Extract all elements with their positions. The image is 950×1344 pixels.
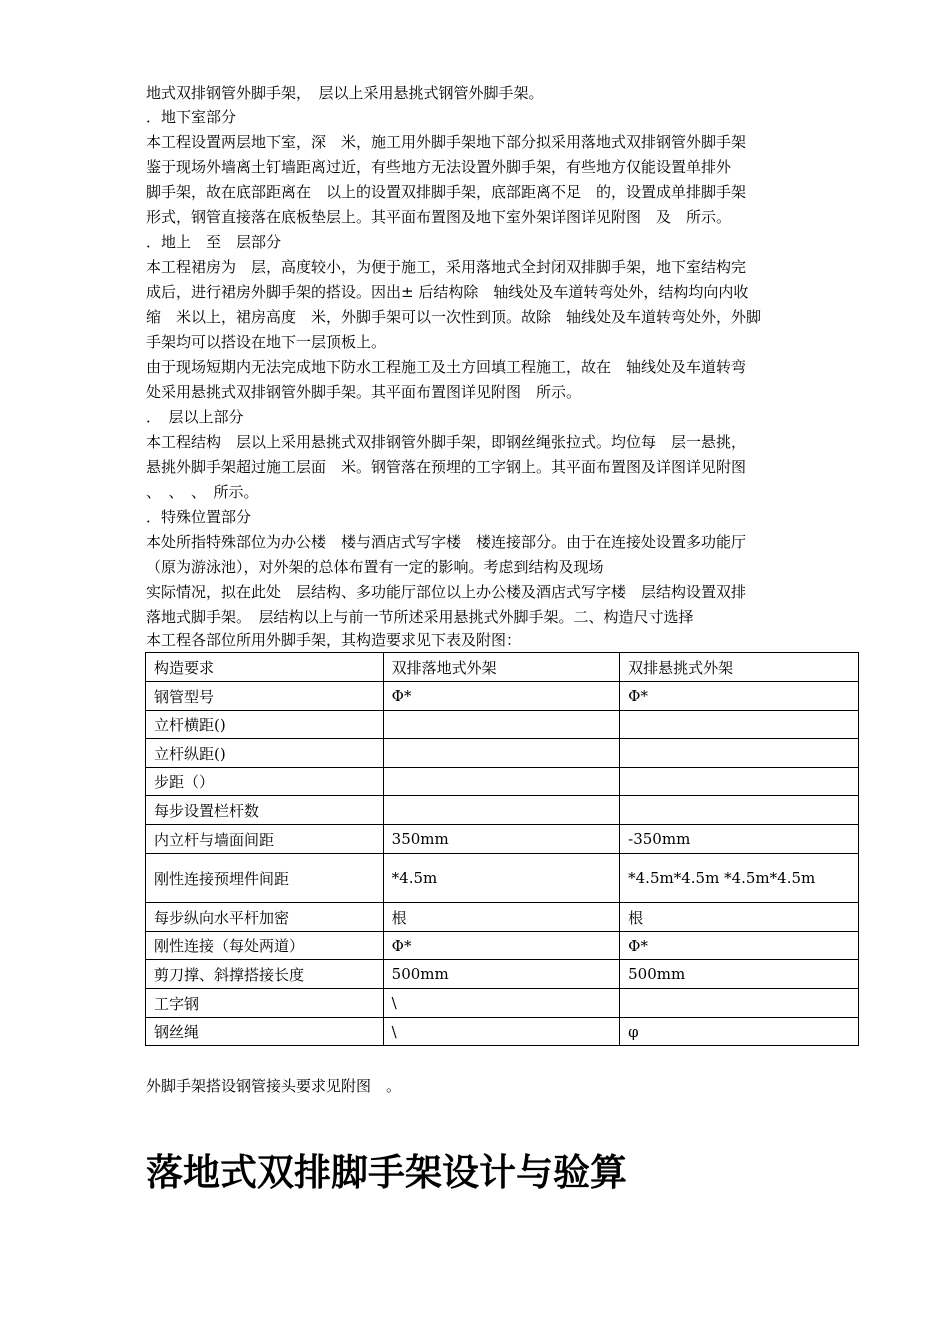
table-cell: 每步设置栏杆数 bbox=[146, 796, 384, 825]
table-cell bbox=[620, 768, 859, 796]
table-cell bbox=[620, 739, 859, 768]
table-row bbox=[146, 796, 859, 825]
text-line: 形式，钢管直接落在底板垫层上。其平面布置图及地下室外架详图详见附图 及 所示。 bbox=[146, 208, 732, 226]
text-line: 缩 米以上，裙房高度 米，外脚手架可以一次性到顶。故除 轴线处及车道转弯处外，外脚 bbox=[146, 308, 762, 326]
table-cell: φ bbox=[620, 1018, 859, 1046]
after-table-note: 外脚手架搭设钢管接头要求见附图 。 bbox=[146, 1077, 402, 1095]
text-line: （原为游泳池），对外架的总体布置有一定的影响。考虑到结构及现场 bbox=[146, 558, 604, 576]
table-cell: 350mm bbox=[383, 825, 619, 854]
table-cell bbox=[620, 989, 859, 1018]
text-line: 本工程裙房为 层，高度较小，为便于施工，采用落地式全封闭双排脚手架，地下室结构完 bbox=[146, 258, 747, 276]
table-cell: 内立杆与墙面间距 bbox=[146, 825, 384, 854]
text-line: ． 层以上部分 bbox=[146, 408, 244, 426]
table-row bbox=[146, 711, 859, 739]
text-line: ．地下室部分 bbox=[146, 108, 237, 126]
table-cell: Φ* bbox=[620, 682, 859, 711]
text-line: 处采用悬挑式双排钢管外脚手架。其平面布置图详见附图 所示。 bbox=[146, 383, 582, 401]
table-cell: 根 bbox=[620, 903, 859, 932]
table-cell: 500mm bbox=[620, 960, 859, 989]
table-cell: *4.5m*4.5m *4.5m*4.5m bbox=[620, 854, 859, 903]
text-line: 由于现场短期内无法完成地下防水工程施工及土方回填工程施工，故在 轴线处及车道转弯 bbox=[146, 358, 747, 376]
text-line: 鉴于现场外墙离土钉墙距离过近，有些地方无法设置外脚手架，有些地方仅能设置单排外 bbox=[146, 158, 732, 176]
table-cell: 每步纵向水平杆加密 bbox=[146, 903, 384, 932]
table-row bbox=[146, 854, 859, 903]
table-row bbox=[146, 1018, 859, 1046]
table-cell: \ bbox=[383, 1018, 619, 1046]
table-row bbox=[146, 682, 859, 711]
text-line: 落地式脚手架。 层结构以上与前一节所述采用悬挑式外脚手架。二、构造尺寸选择 bbox=[146, 608, 694, 626]
table-cell: 立杆横距() bbox=[146, 711, 384, 739]
text-line: 脚手架，故在底部距离在 以上的设置双排脚手架，底部距离不足 的，设置成单排脚手架 bbox=[146, 183, 747, 201]
text-line: ．特殊位置部分 bbox=[146, 508, 252, 526]
table-cell bbox=[620, 796, 859, 825]
table-cell bbox=[383, 739, 619, 768]
text-line: 本处所指特殊部位为办公楼 楼与酒店式写字楼 楼连接部分。由于在连接处设置多功能厅 bbox=[146, 533, 747, 551]
table-cell: *4.5m bbox=[383, 854, 619, 903]
table-row bbox=[146, 768, 859, 796]
table-cell: 根 bbox=[383, 903, 619, 932]
construction-requirements-table bbox=[145, 652, 859, 1046]
table-row bbox=[146, 960, 859, 989]
table-header-cell: 构造要求 bbox=[146, 653, 384, 682]
table-cell: 剪刀撑、斜撑搭接长度 bbox=[146, 960, 384, 989]
table-header-row bbox=[146, 653, 859, 682]
text-line: 悬挑外脚手架超过施工层面 米。钢管落在预埋的工字钢上。其平面布置图及详图详见附图 bbox=[146, 458, 747, 476]
table-cell: 工字钢 bbox=[146, 989, 384, 1018]
table-cell: 步距（） bbox=[146, 768, 384, 796]
text-line: 本工程各部位所用外脚手架，其构造要求见下表及附图： bbox=[146, 631, 522, 649]
text-line: 成后，进行裙房外脚手架的搭设。因出± 后结构除 轴线处及车道转弯处外，结构均向内收 bbox=[146, 283, 749, 301]
table-cell: \ bbox=[383, 989, 619, 1018]
table-cell bbox=[383, 711, 619, 739]
table-cell: 钢丝绳 bbox=[146, 1018, 384, 1046]
text-line: 地式双排钢管外脚手架， 层以上采用悬挑式钢管外脚手架。 bbox=[146, 84, 544, 102]
table-cell: Φ* bbox=[620, 932, 859, 960]
table-cell: 刚性连接（每处两道） bbox=[146, 932, 384, 960]
table-cell: Φ* bbox=[383, 682, 619, 711]
text-line: 、 、 、 所示。 bbox=[146, 483, 259, 501]
text-line: 实际情况，拟在此处 层结构、多功能厅部位以上办公楼及酒店式写字楼 层结构设置双排 bbox=[146, 583, 747, 601]
text-line: ．地上 至 层部分 bbox=[146, 233, 282, 251]
table-cell: 刚性连接预埋件间距 bbox=[146, 854, 384, 903]
table-row bbox=[146, 989, 859, 1018]
section-heading: 落地式双排脚手架设计与验算 bbox=[146, 1150, 627, 1194]
text-line: 本工程设置两层地下室，深 米，施工用外脚手架地下部分拟采用落地式双排钢管外脚手架 bbox=[146, 133, 747, 151]
table-cell bbox=[383, 768, 619, 796]
text-line: 手架均可以搭设在地下一层顶板上。 bbox=[146, 333, 387, 351]
text-line: 本工程结构 层以上采用悬挑式双排钢管外脚手架，即钢丝绳张拉式。均位每 层一悬挑， bbox=[146, 433, 747, 451]
table-cell: 立杆纵距() bbox=[146, 739, 384, 768]
table-row bbox=[146, 825, 859, 854]
table-cell bbox=[383, 796, 619, 825]
table-cell: Φ* bbox=[383, 932, 619, 960]
table-row bbox=[146, 932, 859, 960]
table-row bbox=[146, 903, 859, 932]
table-header-cell: 双排悬挑式外架 bbox=[620, 653, 859, 682]
table-cell: 钢管型号 bbox=[146, 682, 384, 711]
table-cell: 500mm bbox=[383, 960, 619, 989]
table-cell bbox=[620, 711, 859, 739]
table-row bbox=[146, 739, 859, 768]
table-header-cell: 双排落地式外架 bbox=[383, 653, 619, 682]
table-cell: -350mm bbox=[620, 825, 859, 854]
